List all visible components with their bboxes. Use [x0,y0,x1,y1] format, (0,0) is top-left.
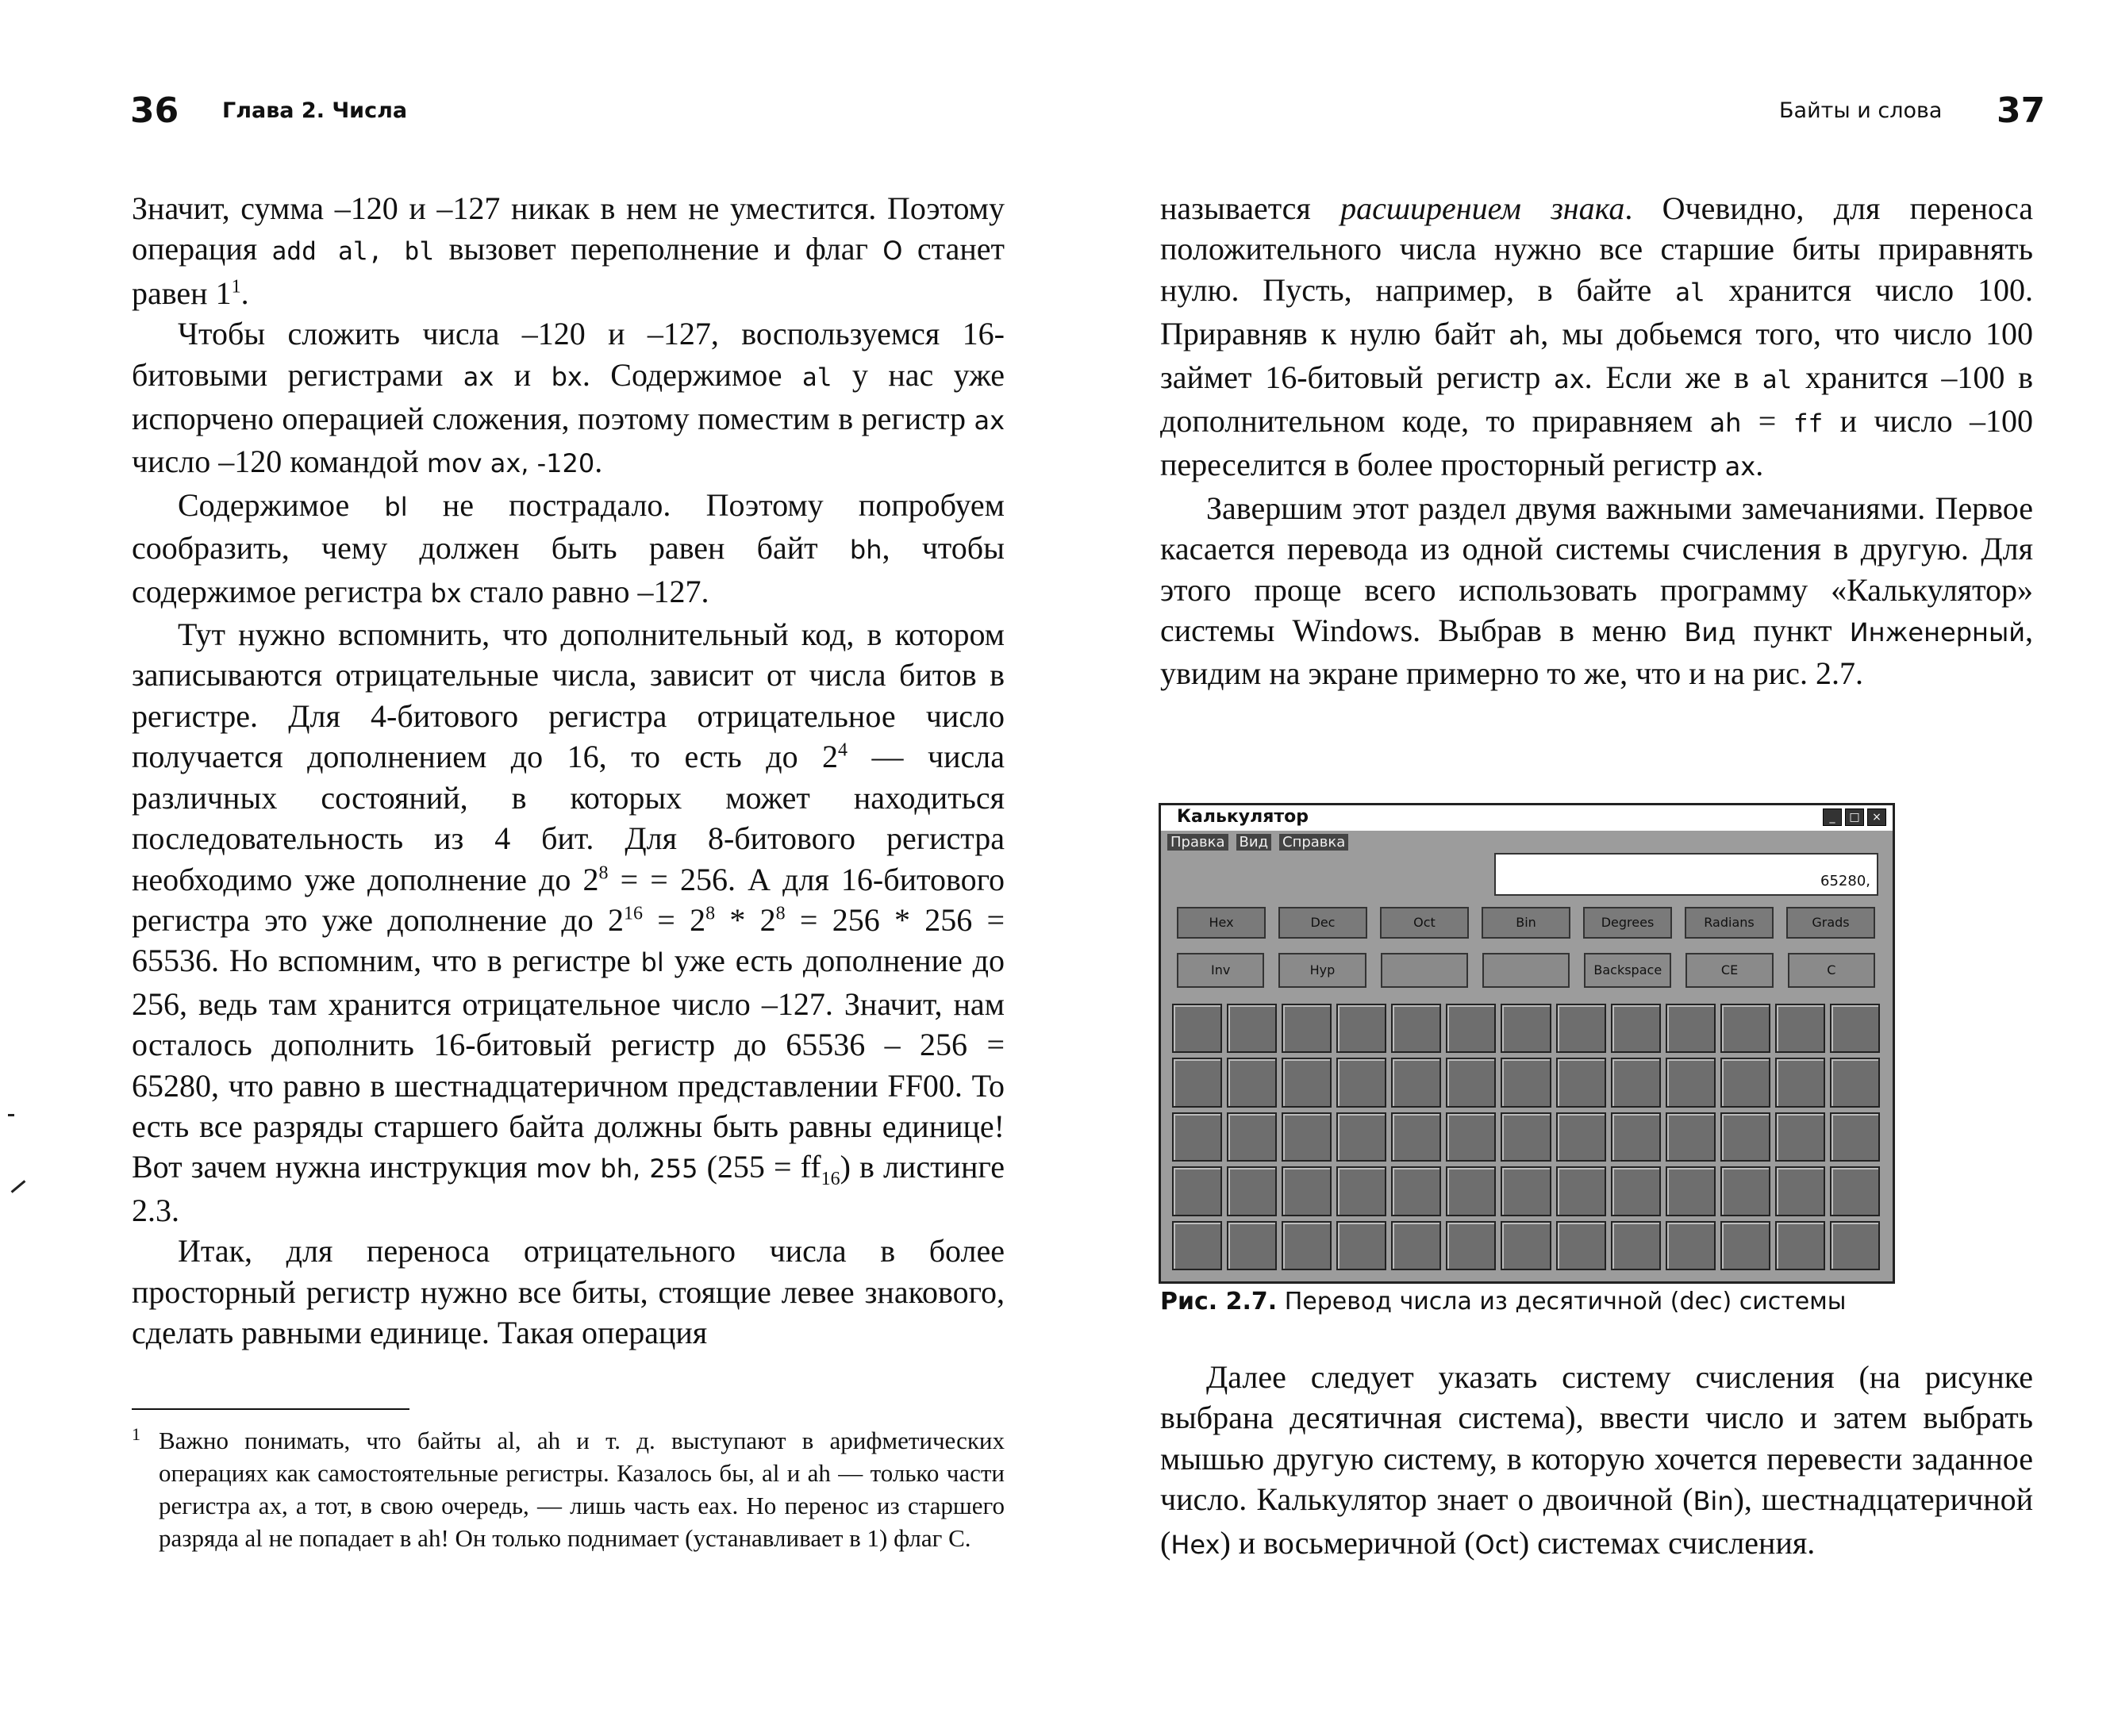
calculator-key [1172,1166,1222,1216]
left-running-head: Глава 2. Числа [222,98,408,123]
calculator-key [1830,1004,1880,1053]
calculator-key [1336,1112,1386,1162]
calculator-key [1556,1058,1606,1107]
calculator-key [1227,1058,1277,1107]
calculator-key [1556,1112,1606,1162]
calculator-display [1494,853,1878,896]
scan-speck [11,1180,26,1193]
calculator-key [1720,1166,1770,1216]
calculator-key [1446,1112,1496,1162]
calculator-key [1501,1058,1551,1107]
calculator-key [1227,1166,1277,1216]
radio-degrees: Degrees [1583,907,1672,939]
radio-oct: Oct [1380,907,1469,939]
calculator-key [1282,1166,1332,1216]
calculator-key [1666,1058,1716,1107]
calculator-key [1720,1004,1770,1053]
calculator-key [1336,1221,1386,1270]
calculator-key [1172,1221,1222,1270]
calculator-key [1336,1004,1386,1053]
calculator-key [1282,1004,1332,1053]
calculator-key [1446,1058,1496,1107]
calculator-key [1666,1166,1716,1216]
blank-box-2 [1482,953,1570,988]
calculator-key [1227,1004,1277,1053]
right-column-text-bottom [1160,1357,2033,1565]
c-key: C [1788,953,1875,988]
calculator-key [1446,1004,1496,1053]
calculator-key [1391,1221,1441,1270]
calculator-key [1336,1166,1386,1216]
check-hyp: Hyp [1278,953,1366,988]
calculator-key [1391,1058,1441,1107]
calculator-key [1775,1112,1825,1162]
radio-hex: Hex [1177,907,1266,939]
calculator-key [1446,1166,1496,1216]
calculator-key [1775,1004,1825,1053]
left-paragraph-5: Итак, для переноса отрицательного числа в более просторный регистр нужно все биты, стоящие левее знакового, сделать равными единице. Такая операция [132,1233,1005,1350]
calculator-key [1501,1166,1551,1216]
left-paragraph-2: Чтобы сложить числа –120 и –127, воспользуемся 16-битовыми регистрами ax и bx. Содержимое al у нас уже испорчено операцией сложения, поэтому поместим в регистр ax число –120 командой mov ax, -120. [132,316,1005,480]
calculator-key [1227,1112,1277,1162]
calculator-key [1666,1112,1716,1162]
calculator-key [1501,1004,1551,1053]
calculator-control-row [1177,953,1875,988]
calculator-key [1556,1004,1606,1053]
calculator-key [1391,1004,1441,1053]
calculator-key [1830,1166,1880,1216]
calculator-key [1775,1166,1825,1216]
calculator-menu [1167,834,1348,851]
ce-key: CE [1685,953,1773,988]
radio-radians: Radians [1685,907,1774,939]
calculator-key [1556,1221,1606,1270]
right-page-number: 37 [1997,90,2046,131]
calculator-key [1775,1058,1825,1107]
calculator-key [1391,1166,1441,1216]
calculator-key [1172,1058,1222,1107]
calculator-key [1611,1058,1661,1107]
right-column-text-top [1160,188,2033,694]
close-icon: × [1867,808,1886,826]
footnote-text: Важно понимать, что байты al, ah и т. д. выступают в арифметических операциях как самостоятельные регистры. Казалось бы, al и ah — только части регистра ax, а тот, в свою очередь, — лишь часть eax. Но перенос из старшего разряда al не попадает в ah! Он только поднимает (устанавливает в 1) флаг C. [159,1427,1005,1552]
calculator-key [1720,1058,1770,1107]
calculator-key [1830,1221,1880,1270]
number-system-radios [1177,907,1875,939]
calculator-key [1775,1221,1825,1270]
calculator-key [1501,1112,1551,1162]
calculator-key [1611,1112,1661,1162]
figure-caption [1160,1290,1846,1314]
figure-caption-text: Перевод числа из десятичной (dec) системы [1284,1288,1847,1315]
menu-help: Справка [1279,834,1348,851]
menu-view: Вид [1236,834,1272,851]
display-value: 65280, [1820,873,1870,889]
check-inv: Inv [1177,953,1264,988]
radio-grads: Grads [1786,907,1875,939]
calculator-key [1556,1166,1606,1216]
calculator-key [1227,1221,1277,1270]
radio-bin: Bin [1482,907,1570,939]
calculator-key [1666,1004,1716,1053]
radio-dec: Dec [1278,907,1367,939]
left-page-number: 36 [130,90,179,131]
figure-caption-label: Рис. 2.7. [1160,1288,1278,1315]
right-top-paragraph-1: называется расширением знака. Очевидно, для переноса положительного числа нужно все старшие биты приравнять нулю. Пусть, например, в байте al хранится число 100. Приравняв к нулю байт ah, мы добьемся того, что число 100 займет 16-битовый регистр ax. Если же в al хранится –100 в дополнительном коде, то приравняем ah = ff и число –100 переселится в более просторный регистр ax. [1160,190,2034,483]
calculator-title: Калькулятор [1177,807,1309,827]
calculator-key [1282,1058,1332,1107]
calculator-key [1446,1221,1496,1270]
footnote-rule [132,1408,409,1410]
blank-box-1 [1381,953,1468,988]
footnote-marker: 1 [132,1424,140,1444]
maximize-icon: □ [1845,808,1864,826]
calculator-key [1830,1112,1880,1162]
footnote [132,1424,1005,1554]
calculator-key [1720,1112,1770,1162]
scan-speck [8,1114,14,1116]
calculator-key [1611,1166,1661,1216]
calculator-title-bar [1161,805,1893,831]
calculator-keypad [1172,1004,1880,1270]
calculator-key [1172,1112,1222,1162]
left-paragraph-1: Значит, сумма –120 и –127 никак в нем не уместится. Поэтому операция add al, bl вызовет переполнение и флаг O станет равен $1^1$. [132,190,1005,311]
calculator-key [1172,1004,1222,1053]
calculator-key [1611,1221,1661,1270]
calculator-key [1282,1221,1332,1270]
left-paragraph-4: Тут нужно вспомнить, что дополнительный код, в котором записываются отрицательные числа, зависит от числа битов в регистре. Для 4-битового регистра отрицательное число получается дополнением до 16, то есть до $2^4$ — числа различных состояний, в которых может находиться последовательность из 4 бит. Для 8-битового регистра необходимо уже дополнение до $2^8$ = = 256. А для 16-битового регистра это уже дополнение до $2^{16} = 2^8 * 2^8 = 256 * 256 = 65536$. Но вспомним, что в регистре bl уже есть дополнение до 256, ведь там хранится отрицательное число –127. Значит, нам осталось дополнить 16-битовый регистр до 65536 – 256 = 65280, что равно в шестнадцатеричном представлении FF00. То есть все разряды старшего байта должны быть равны единице! Вот зачем нужна инструкция mov bh, 255 $(255 = ff_{16})$ в листинге 2.3. [132,616,1005,1228]
calculator-key [1720,1221,1770,1270]
minimize-icon: _ [1823,808,1842,826]
calculator-key [1830,1058,1880,1107]
calculator-figure [1159,803,1895,1284]
menu-edit: Правка [1167,834,1228,851]
right-top-paragraph-2: Завершим этот раздел двумя важными замечаниями. Первое касается перевода из одной системы счисления в другую. Для этого проще всего использовать программу «Калькулятор» системы Windows. Выбрав в меню Вид пункт Инженерный, увидим на экране примерно то же, что и на рис. 2.7. [1160,490,2034,692]
right-bottom-paragraph-1: Далее следует указать систему счисления (на рисунке выбрана десятичная система), ввести число и затем выбрать мышью другую систему, в которую хочется перевести заданное число. Калькулятор знает о двоичной (Bin), шестнадцатеричной (Hex) и восьмеричной (Oct) системах счисления. [1160,1359,2034,1561]
calculator-key [1391,1112,1441,1162]
left-paragraph-3: Содержимое bl не пострадало. Поэтому попробуем сообразить, чему должен быть равен байт bh, чтобы содержимое регистра bx стало равно –127. [132,486,1005,609]
calculator-key [1336,1058,1386,1107]
left-column-text [132,188,1005,1353]
calculator-key [1282,1112,1332,1162]
backspace-key: Backspace [1584,953,1671,988]
calculator-key [1501,1221,1551,1270]
right-running-head: Байты и слова [1779,98,1943,123]
calculator-key [1666,1221,1716,1270]
calculator-key [1611,1004,1661,1053]
